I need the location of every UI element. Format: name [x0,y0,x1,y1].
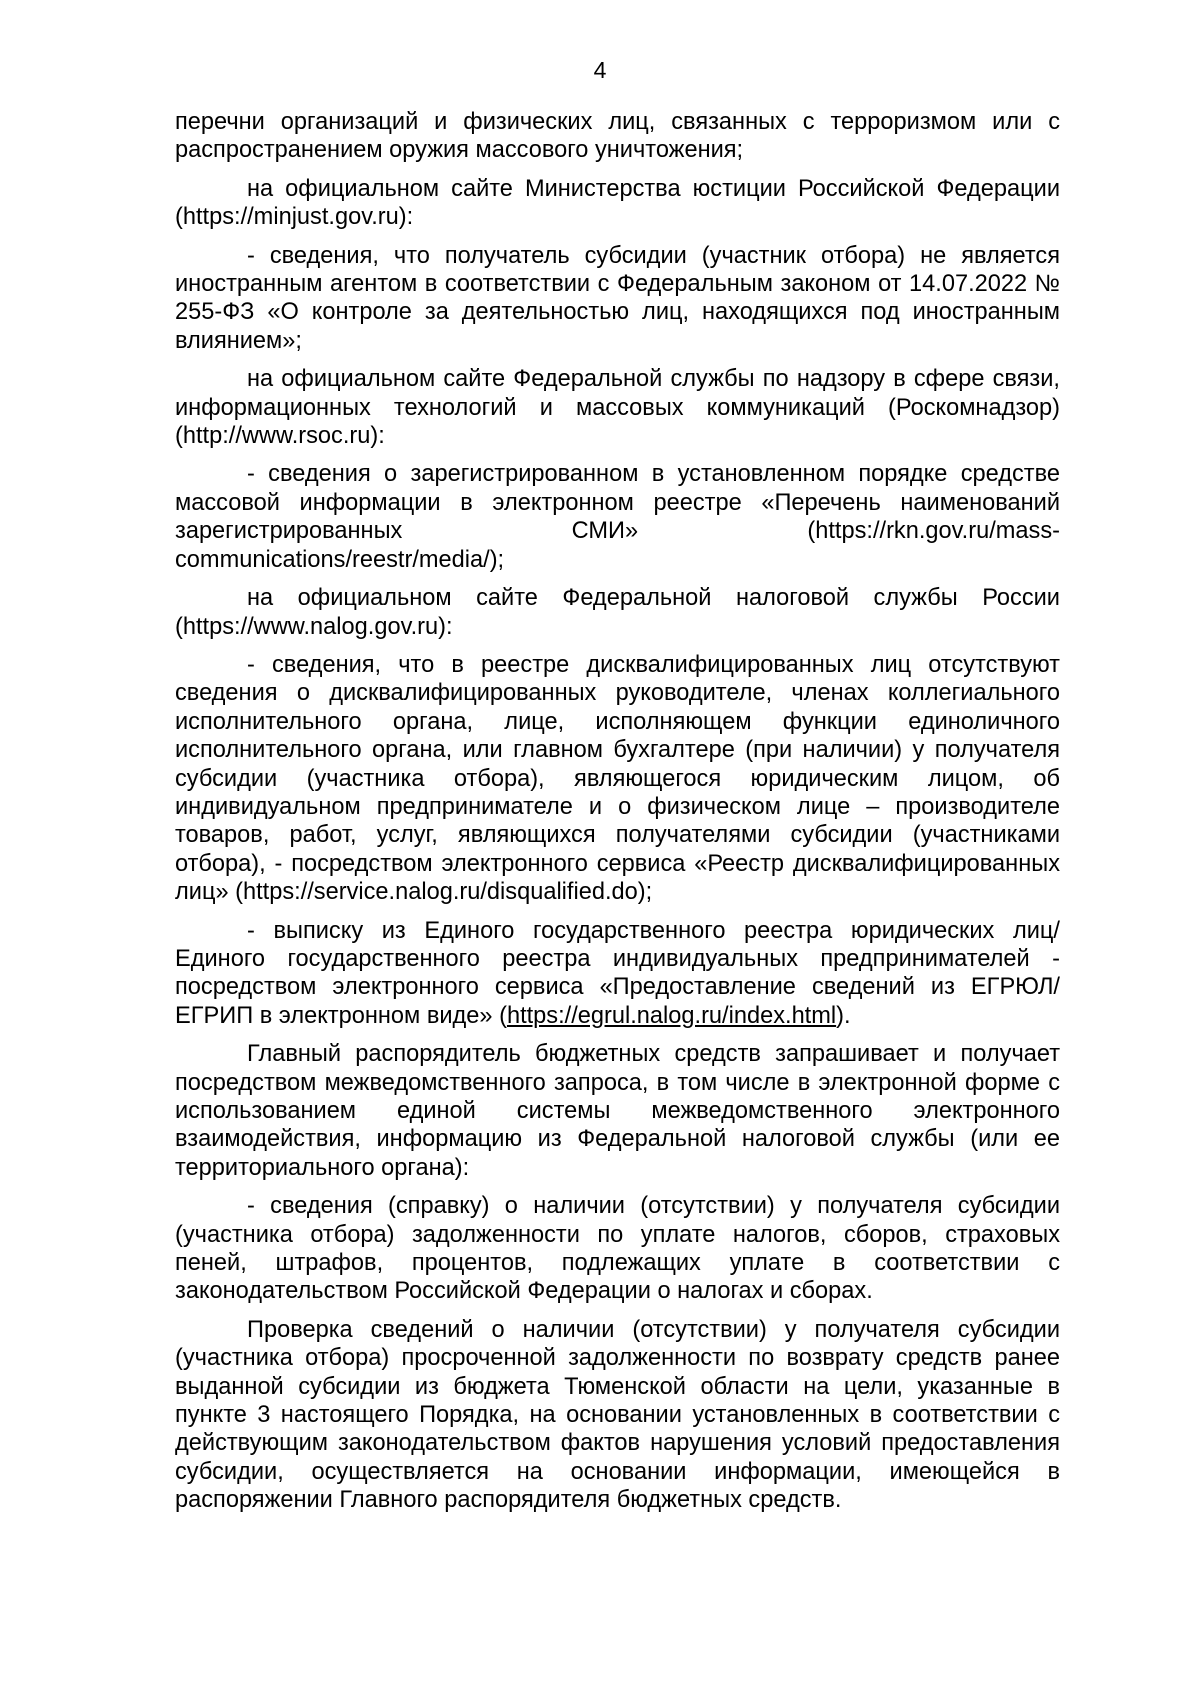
page-number: 4 [593,57,607,83]
paragraph-media-registry: - сведения о зарегистрированном в установленном порядке средстве массовой информации в электронном реестре «Перечень наименований зарегистрированных СМИ» (https://rkn.gov.ru/mass-communications/reestr/media/); [175,461,1060,573]
paragraph-roskomnadzor-site: на официальном сайте Федеральной службы по надзору в сфере связи, информационных технологий и массовых коммуникаций (Роскомнадзор) (http://www.rsoc.ru): [175,366,1060,450]
egrul-text-after: ). [836,1002,851,1029]
paragraph-nalog-site: на официальном сайте Федеральной налоговой службы России (https://www.nalog.gov.ru): [175,585,1060,640]
paragraph-foreign-agent: - сведения, что получатель субсидии (участник отбора) не является иностранным агентом в соответствии с Федеральным законом от 14.07.2022 № 255-ФЗ «О контроле за деятельностью лиц, находящихся под иностранным влиянием»; [175,242,1060,354]
paragraph-overdue-debt-check: Проверка сведений о наличии (отсутствии) у получателя субсидии (участника отбора) просроченной задолженности по возврату средств ранее выданной субсидии из бюджета Тюменской области на цели, указанные в пункте 3 настоящего Порядка, на основании установленных в соответствии с действующим законодательством фактов нарушения условий предоставления субсидии, осуществляется на основании информации, имеющейся в распоряжении Главного распорядителя бюджетных средств. [175,1316,1060,1514]
paragraph-interagency-request: Главный распорядитель бюджетных средств запрашивает и получает посредством межведомственного запроса, в том числе в электронной форме с использованием единой системы межведомственного электронного взаимодействия, информацию из Федеральной налоговой службы (или ее территориального органа): [175,1041,1060,1181]
egrul-text-before: - выписку из Единого государственного реестра юридических лиц/Единого государственного реестра индивидуальных предпринимателей - посредством электронного сервиса «Предоставление сведений из ЕГРЮЛ/ЕГРИП в электронном виде» ( [175,917,1060,1029]
paragraph-tax-debt-info: - сведения (справку) о наличии (отсутствии) у получателя субсидии (участника отбора) задолженности по уплате налогов, сборов, страховых пеней, штрафов, процентов, подлежащих уплате в соответствии с законодательством Российской Федерации о налогах и сборах. [175,1193,1060,1305]
paragraph-disqualified-registry: - сведения, что в реестре дисквалифицированных лиц отсутствуют сведения о дисквалифицированных руководителе, членах коллегиального исполнительного органа, лице, исполняющем функции единоличного исполнительного органа, или главном бухгалтере (при наличии) у получателя субсидии (участника отбора), являющегося юридическим лицом, об индивидуальном предпринимателе и о физическом лице – производителе товаров, работ, услуг, являющихся получателями субсидии (участниками отбора), - посредством электронного сервиса «Реестр дисквалифицированных лиц» (https://service.nalog.ru/disqualified.do); [175,651,1060,906]
egrul-link[interactable]: https://egrul.nalog.ru/index.html [506,1002,837,1029]
paragraph-minjust-site: на официальном сайте Министерства юстиции Российской Федерации (https://minjust.gov.ru): [175,175,1060,231]
paragraph-egrul-extract [175,917,1060,1031]
paragraph-terrorism-lists: перечни организаций и физических лиц, связанных с терроризмом или с распространением оружия массового уничтожения; [175,109,1060,164]
document-body [175,108,1060,1525]
